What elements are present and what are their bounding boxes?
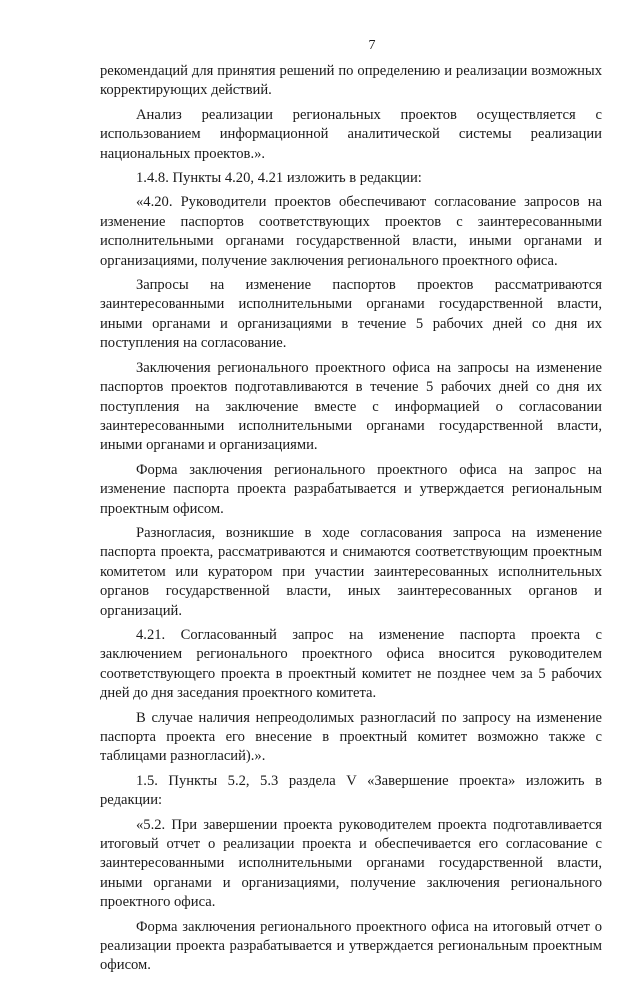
paragraph: Разногласия, возникшие в ходе согласования запроса на изменение паспорта проекта, рассматриваются и снимаются соответствующим проектным комитетом или куратором при участии заинтересованных исполнительных органов государственной власти, иных заинтересованных органов и организаций. xyxy=(100,524,602,619)
paragraph: «4.20. Руководители проектов обеспечивают согласование запросов на изменение паспортов соответствующих проектов с заинтересованными исполнительными органами государственной власти, иными органами и организациями, получение заключения регионального проектного офиса. xyxy=(100,194,602,269)
document-body xyxy=(100,62,602,981)
paragraph: Запросы на изменение паспортов проектов рассматриваются заинтересованными исполнительными органами государственной власти, иными органами и организациями в течение 5 рабочих дней со дня их поступления на согласование. xyxy=(100,277,602,352)
paragraph: рекомендаций для принятия решений по определению и реализации возможных корректирующих действий. xyxy=(100,63,602,99)
paragraph: Форма заключения регионального проектного офиса на итоговый отчет о реализации проекта разрабатывается и утверждается региональным проектным офисом. xyxy=(100,918,602,974)
paragraph: 1.4.8. Пункты 4.20, 4.21 изложить в редакции: xyxy=(136,170,422,187)
paragraph: В случае наличия непреодолимых разногласий по запросу на изменение паспорта проекта его внесение в проектный комитет возможно также с таблицами разногласий).». xyxy=(100,709,602,765)
paragraph: 1.5. Пункты 5.2, 5.3 раздела V «Завершение проекта» изложить в редакции: xyxy=(100,772,602,809)
page-number: 7 xyxy=(368,38,376,53)
paragraph: Заключения регионального проектного офиса на запросы на изменение паспортов проектов подготавливаются в течение 5 рабочих дней со дня их поступления на заключение вместе с информацией о согласовании заинтересованными исполнительными органами государственной власти, иными органами и организациями. xyxy=(100,359,602,454)
paragraph: 4.21. Согласованный запрос на изменение паспорта проекта с заключением регионального проектного офиса вносится руководителем соответствующего проекта в проектный комитет не позднее чем за 5 рабочих дней до дня заседания проектного комитета. xyxy=(100,626,602,702)
paragraph: Форма заключения регионального проектного офиса на запрос на изменение паспорта проекта разрабатывается и утверждается региональным проектным офисом. xyxy=(100,461,602,517)
paragraph: «5.2. При завершении проекта руководителем проекта подготавливается итоговый отчет о реализации проекта и обеспечивается его согласование с заинтересованными исполнительными органами государственной власти, иными органами и организациями, получение заключения регионального проектного офиса. xyxy=(100,816,602,911)
paragraph: Анализ реализации региональных проектов осуществляется с использованием информационной аналитической системы реализации национальных проектов.». xyxy=(100,106,602,162)
